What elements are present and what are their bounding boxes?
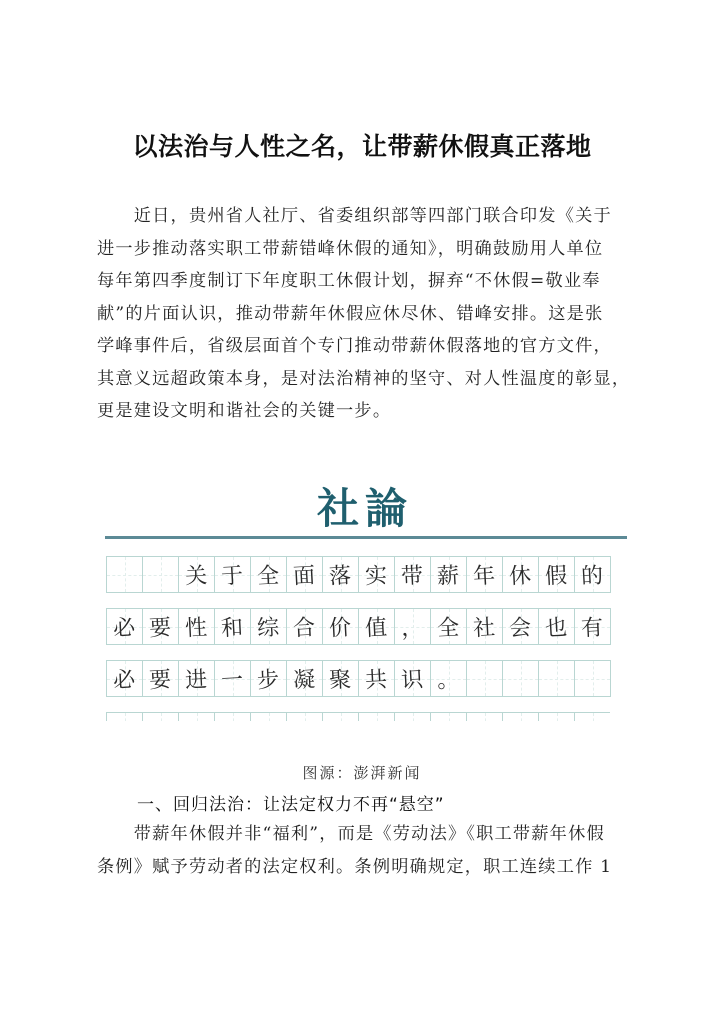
grid-cell: 的: [574, 556, 611, 593]
grid-cell: [250, 712, 287, 721]
grid-cell: 识: [394, 660, 431, 697]
grid-cell: 聚: [322, 660, 359, 697]
grid-cell: 年: [466, 556, 503, 593]
grid-cell: ，: [394, 608, 431, 645]
grid-cell: 共: [358, 660, 395, 697]
grid-cell: [574, 660, 611, 697]
grid-cell: 有: [574, 608, 611, 645]
image-caption: 图源：澎湃新闻: [302, 764, 422, 782]
grid-cell: [394, 712, 431, 721]
grid-cell: 价: [322, 608, 359, 645]
grid-cell: [178, 712, 215, 721]
grid-cell: [466, 712, 503, 721]
section-heading: 一、回归法治：让法定权力不再“悬空”: [137, 795, 445, 815]
grid-cell: 实: [358, 556, 395, 593]
grid-cell: [502, 660, 539, 697]
grid-cell: 必: [106, 608, 143, 645]
grid-cell: [214, 712, 251, 721]
manuscript-grid-row: [106, 556, 610, 593]
grid-cell: [142, 712, 179, 721]
grid-cell: [538, 660, 575, 697]
text-line: 每年第四季度制订下年度职工休假计划，摒弃“不休假=敬业奉: [97, 271, 601, 291]
grid-cell: 带: [394, 556, 431, 593]
grid-cell: [322, 712, 359, 721]
manuscript-grid-row: [106, 660, 610, 697]
grid-cell: 于: [214, 556, 251, 593]
grid-cell: 关: [178, 556, 215, 593]
grid-cell: [574, 712, 610, 721]
grid-cell: 薪: [430, 556, 467, 593]
grid-cell: 面: [286, 556, 323, 593]
grid-cell: 。: [430, 660, 467, 697]
text-line: 近日，贵州省人社厅、省委组织部等四部门联合印发《关于: [97, 206, 612, 226]
grid-cell: 综: [250, 608, 287, 645]
grid-cell: 休: [502, 556, 539, 593]
article-title: 以法治与人性之名，让带薪休假真正落地: [132, 132, 592, 161]
text-line: 进一步推动落实职工带薪错峰休假的通知》，明确鼓励用人单位: [97, 238, 604, 259]
grid-cell: [430, 712, 467, 721]
grid-cell: [358, 712, 395, 721]
text-line: 献”的片面认识，推动带薪年休假应休尽休、错峰安排。这是张: [97, 303, 604, 324]
grid-cell: [106, 712, 143, 721]
editorial-masthead: 社論: [316, 484, 413, 533]
grid-cell: 和: [214, 608, 251, 645]
grid-cell: 全: [250, 556, 287, 593]
grid-cell: [502, 712, 539, 721]
grid-cell: 必: [106, 660, 143, 697]
grid-cell: 全: [430, 608, 467, 645]
editorial-image: [100, 470, 630, 725]
text-line: 更是建设文明和谐社会的关键一步。: [97, 401, 392, 421]
intro-paragraph: [97, 200, 637, 428]
grid-cell: 进: [178, 660, 215, 697]
grid-cell: [142, 556, 179, 593]
manuscript-grid-row: [106, 608, 610, 645]
masthead-divider: [105, 536, 627, 539]
grid-cell: 会: [502, 608, 539, 645]
grid-cell: 合: [286, 608, 323, 645]
grid-cell: 一: [214, 660, 251, 697]
manuscript-grid-row-partial: [106, 712, 610, 721]
grid-cell: 社: [466, 608, 503, 645]
grid-cell: 值: [358, 608, 395, 645]
text-line: 学峰事件后，省级层面首个专门推动带薪休假落地的官方文件，: [97, 336, 612, 356]
grid-cell: [106, 556, 143, 593]
grid-cell: 要: [142, 608, 179, 645]
section-paragraph: [97, 818, 637, 883]
grid-cell: 也: [538, 608, 575, 645]
grid-cell: [286, 712, 323, 721]
grid-cell: 步: [250, 660, 287, 697]
grid-cell: 要: [142, 660, 179, 697]
text-line: 带薪年休假并非“福利”，而是《劳动法》《职工带薪年休假: [97, 824, 605, 844]
text-line: 其意义远超政策本身，是对法治精神的坚守、对人性温度的彰显，: [97, 368, 631, 389]
grid-cell: 落: [322, 556, 359, 593]
grid-cell: [538, 712, 575, 721]
grid-cell: 凝: [286, 660, 323, 697]
grid-cell: 假: [538, 556, 575, 593]
grid-cell: [466, 660, 503, 697]
text-line: 条例》赋予劳动者的法定权利。条例明确规定，职工连续工作 1: [97, 856, 613, 877]
grid-cell: 性: [178, 608, 215, 645]
